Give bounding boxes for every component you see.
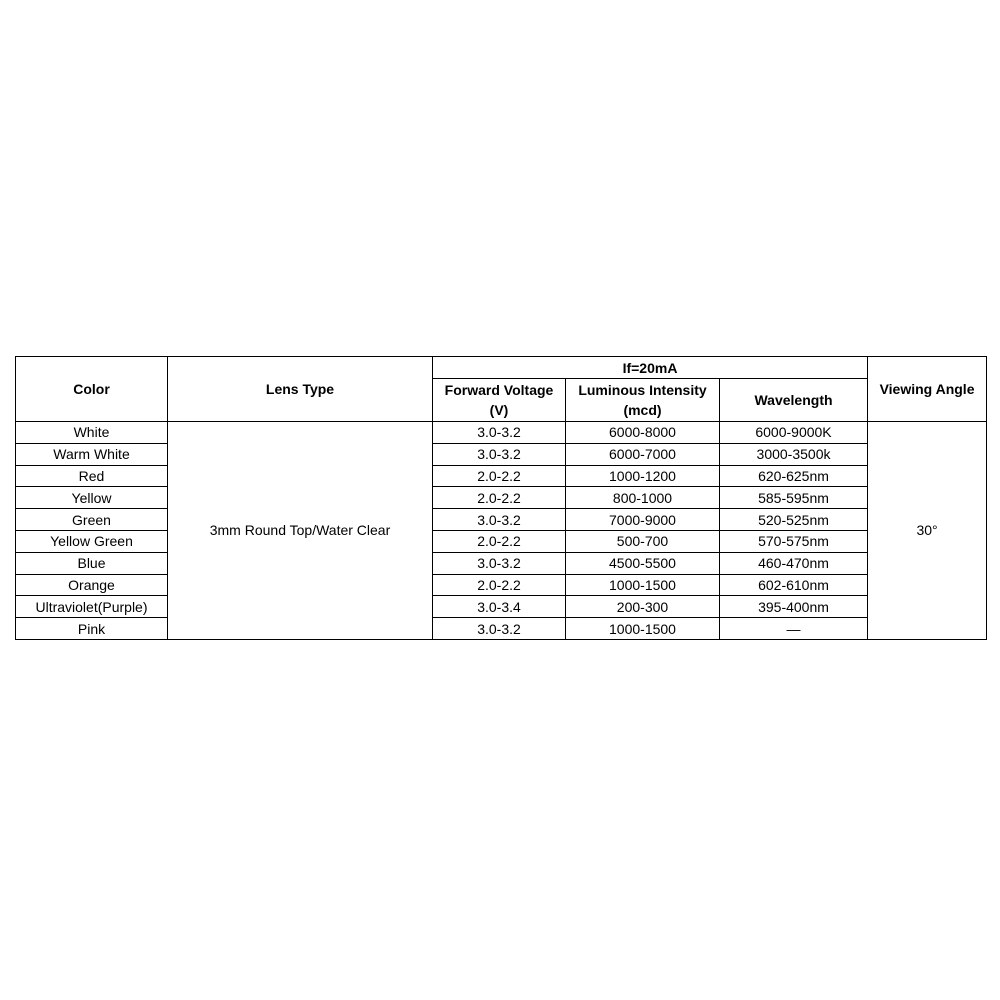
forward-voltage-cell: 3.0-3.2 — [433, 618, 566, 640]
luminous-intensity-cell: 1000-1500 — [566, 618, 720, 640]
luminous-intensity-cell: 1000-1200 — [566, 465, 720, 487]
forward-voltage-cell: 2.0-2.2 — [433, 465, 566, 487]
table-row — [16, 509, 987, 531]
color-cell: Warm White — [16, 443, 168, 465]
table-header — [16, 357, 987, 422]
wavelength-cell: 3000-3500k — [720, 443, 868, 465]
table-row — [16, 596, 987, 618]
wavelength-header: Wavelength — [720, 379, 868, 422]
color-cell: Orange — [16, 574, 168, 596]
wavelength-cell: 395-400nm — [720, 596, 868, 618]
forward-voltage-cell: 3.0-3.2 — [433, 552, 566, 574]
forward-voltage-header — [433, 379, 566, 422]
viewing-angle-cell: 30° — [868, 422, 987, 640]
color-cell: White — [16, 422, 168, 444]
lens-type-header: Lens Type — [168, 357, 433, 422]
color-cell: Yellow Green — [16, 530, 168, 552]
led-spec-table — [15, 356, 987, 640]
forward-voltage-cell: 3.0-3.2 — [433, 443, 566, 465]
color-header: Color — [16, 357, 168, 422]
table-row — [16, 443, 987, 465]
luminous-intensity-header — [566, 379, 720, 422]
forward-voltage-cell: 3.0-3.2 — [433, 422, 566, 444]
wavelength-cell: 460-470nm — [720, 552, 868, 574]
forward-voltage-label: Forward Voltage — [444, 382, 554, 398]
table-body — [16, 422, 987, 640]
forward-voltage-cell: 2.0-2.2 — [433, 530, 566, 552]
luminous-intensity-cell: 800-1000 — [566, 487, 720, 509]
luminous-intensity-cell: 4500-5500 — [566, 552, 720, 574]
color-cell: Red — [16, 465, 168, 487]
forward-voltage-unit: (V) — [489, 402, 509, 418]
forward-voltage-cell: 3.0-3.2 — [433, 509, 566, 531]
color-cell: Blue — [16, 552, 168, 574]
header-row — [16, 357, 987, 379]
color-cell: Pink — [16, 618, 168, 640]
luminous-intensity-cell: 7000-9000 — [566, 509, 720, 531]
lens-type-cell: 3mm Round Top/Water Clear — [168, 422, 433, 640]
luminous-intensity-unit: (mcd) — [623, 402, 662, 418]
luminous-intensity-cell: 6000-7000 — [566, 443, 720, 465]
luminous-intensity-cell: 500-700 — [566, 530, 720, 552]
viewing-angle-header: Viewing Angle — [868, 357, 987, 422]
wavelength-cell: 520-525nm — [720, 509, 868, 531]
forward-voltage-cell: 2.0-2.2 — [433, 574, 566, 596]
luminous-intensity-cell: 1000-1500 — [566, 574, 720, 596]
luminous-intensity-cell: 200-300 — [566, 596, 720, 618]
table-row — [16, 574, 987, 596]
table-row — [16, 465, 987, 487]
wavelength-cell: 6000-9000K — [720, 422, 868, 444]
wavelength-cell: 585-595nm — [720, 487, 868, 509]
color-cell: Yellow — [16, 487, 168, 509]
wavelength-cell: 602-610nm — [720, 574, 868, 596]
table-row — [16, 422, 987, 444]
table-row — [16, 618, 987, 640]
wavelength-cell: 620-625nm — [720, 465, 868, 487]
forward-voltage-cell: 2.0-2.2 — [433, 487, 566, 509]
table-row — [16, 552, 987, 574]
color-cell: Ultraviolet(Purple) — [16, 596, 168, 618]
table-row — [16, 530, 987, 552]
current-group-header: If=20mA — [433, 357, 868, 379]
wavelength-cell: 570-575nm — [720, 530, 868, 552]
color-cell: Green — [16, 509, 168, 531]
table-row — [16, 487, 987, 509]
forward-voltage-cell: 3.0-3.4 — [433, 596, 566, 618]
wavelength-cell: — — [720, 618, 868, 640]
luminous-intensity-label: Luminous Intensity — [578, 382, 707, 398]
luminous-intensity-cell: 6000-8000 — [566, 422, 720, 444]
